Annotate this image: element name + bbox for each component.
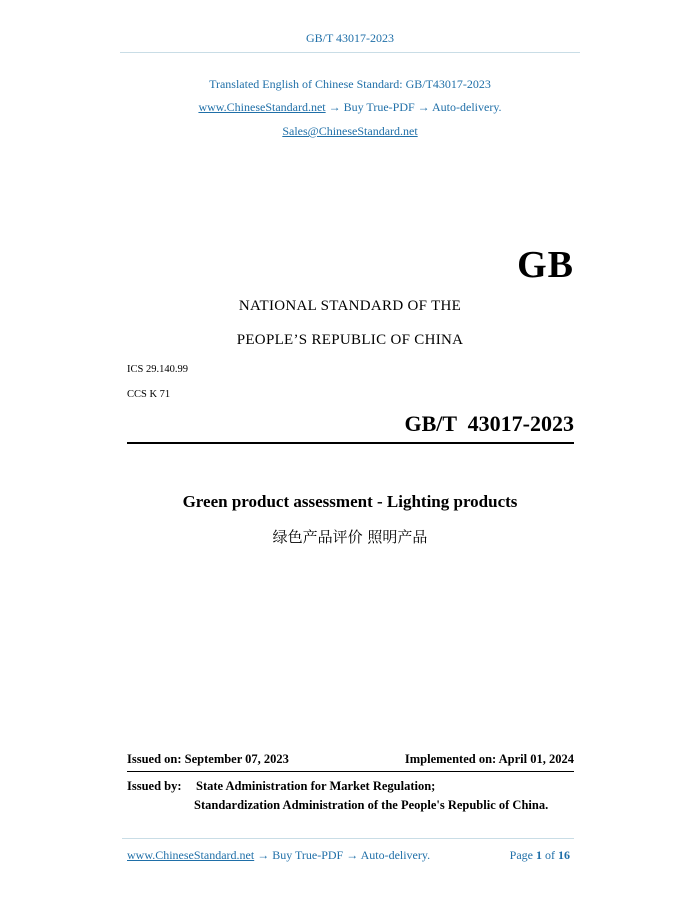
promo-line bbox=[0, 100, 700, 115]
page-number: 1 bbox=[536, 848, 542, 862]
header-divider bbox=[120, 52, 580, 53]
footer-site-link[interactable]: www.ChineseStandard.net bbox=[127, 848, 255, 862]
gb-mark: GB bbox=[517, 244, 574, 286]
page-label: Page bbox=[509, 848, 533, 862]
title-divider bbox=[127, 442, 574, 444]
page-indicator bbox=[510, 848, 570, 863]
site-link[interactable]: www.ChineseStandard.net bbox=[198, 100, 326, 114]
implemented-on: Implemented on: April 01, 2024 bbox=[404, 752, 574, 766]
footer-divider bbox=[122, 838, 574, 839]
issued-by-authority-1: State Administration for Market Regulation; bbox=[196, 779, 436, 793]
email-link[interactable]: Sales@ChineseStandard.net bbox=[282, 124, 418, 138]
issued-on: Issued on: September 07, 2023 bbox=[127, 752, 289, 766]
page-total: 16 bbox=[558, 848, 570, 862]
issue-divider bbox=[127, 771, 574, 772]
standard-number: GB/T 43017-2023 bbox=[404, 411, 574, 436]
footer-buy-text: → Buy True-PDF → Auto-delivery. bbox=[257, 848, 431, 862]
national-standard-line-2: PEOPLE’S REPUBLIC OF CHINA bbox=[236, 332, 464, 348]
of-label: of bbox=[545, 848, 555, 862]
issued-by-label: Issued by: bbox=[127, 779, 182, 793]
ccs-code: CCS K 71 bbox=[127, 389, 171, 400]
email-line bbox=[0, 124, 700, 139]
title-english: Green product assessment - Lighting products bbox=[182, 492, 518, 511]
issued-by-authority-2: Standardization Administration of the People's Republic of China. bbox=[194, 798, 549, 812]
footer-promo bbox=[127, 848, 430, 863]
national-standard-line-1: NATIONAL STANDARD OF THE bbox=[238, 298, 462, 314]
header-standard-code: GB/T 43017-2023 bbox=[305, 31, 395, 45]
translation-note: Translated English of Chinese Standard: GB/T43017-2023 bbox=[209, 77, 491, 91]
ics-code: ICS 29.140.99 bbox=[127, 364, 188, 375]
buy-text: → Buy True-PDF → Auto-delivery. bbox=[328, 100, 502, 114]
title-chinese: 绿色产品评价 照明产品 bbox=[272, 528, 428, 546]
